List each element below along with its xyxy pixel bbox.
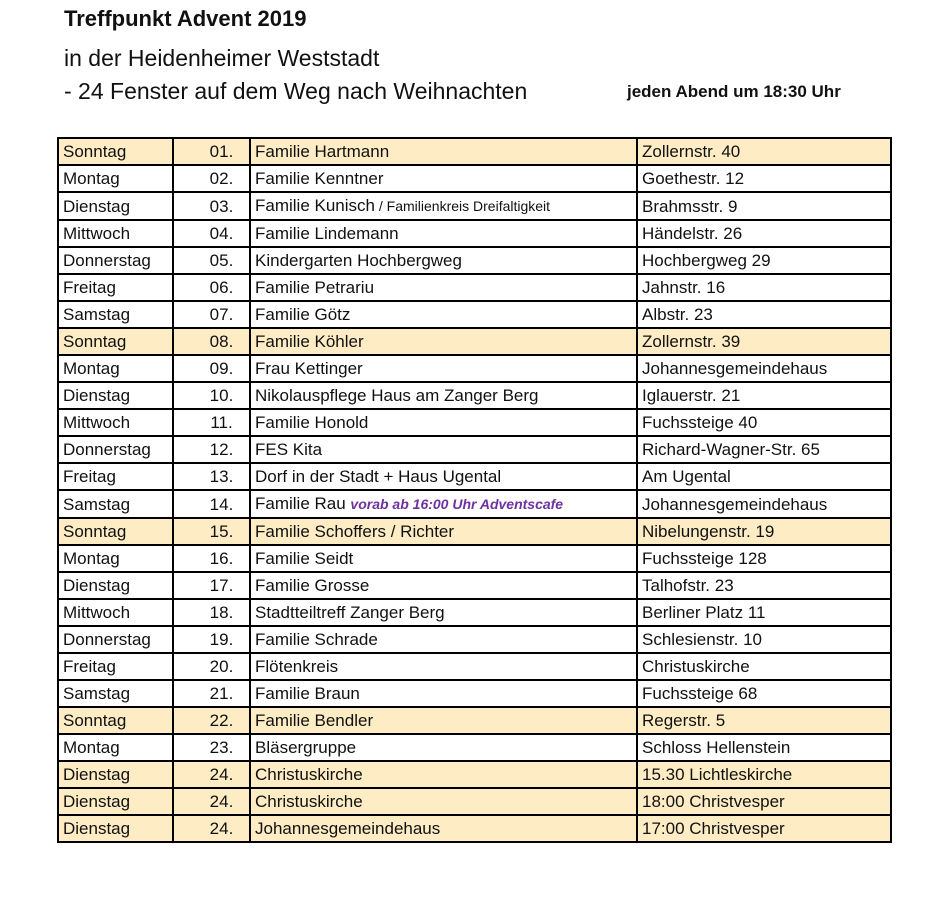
host-cell xyxy=(250,653,637,680)
host-cell xyxy=(250,165,637,192)
host-name: Familie Lindemann xyxy=(255,224,399,243)
host-name: Bläsergruppe xyxy=(255,738,357,757)
table-row xyxy=(58,301,891,328)
location-cell: Brahmsstr. 9 xyxy=(637,192,891,220)
day-cell: Montag xyxy=(58,165,173,192)
table-row xyxy=(58,518,891,545)
date-cell: 11. xyxy=(173,409,250,436)
date-cell: 18. xyxy=(173,599,250,626)
host-name: Familie Honold xyxy=(255,413,369,432)
location-cell: Richard-Wagner-Str. 65 xyxy=(637,436,891,463)
day-cell: Dienstag xyxy=(58,572,173,599)
table-row xyxy=(58,707,891,734)
table-row xyxy=(58,653,891,680)
day-cell: Dienstag xyxy=(58,815,173,842)
host-cell xyxy=(250,301,637,328)
day-cell: Sonntag xyxy=(58,328,173,355)
host-name: Dorf in der Stadt + Haus Ugental xyxy=(255,467,502,486)
date-cell: 06. xyxy=(173,274,250,301)
date-cell: 07. xyxy=(173,301,250,328)
table-row xyxy=(58,138,891,165)
location-cell: Schlesienstr. 10 xyxy=(637,626,891,653)
day-cell: Mittwoch xyxy=(58,220,173,247)
host-cell xyxy=(250,572,637,599)
table-row xyxy=(58,274,891,301)
host-name: Flötenkreis xyxy=(255,657,339,676)
host-cell xyxy=(250,382,637,409)
host-cell xyxy=(250,220,637,247)
table-row xyxy=(58,247,891,274)
host-name: Familie Götz xyxy=(255,305,351,324)
date-cell: 05. xyxy=(173,247,250,274)
day-cell: Freitag xyxy=(58,463,173,490)
host-cell xyxy=(250,761,637,788)
location-cell: Fuchssteige 40 xyxy=(637,409,891,436)
table-row xyxy=(58,761,891,788)
table-row xyxy=(58,572,891,599)
date-cell: 01. xyxy=(173,138,250,165)
day-cell: Mittwoch xyxy=(58,409,173,436)
table-row xyxy=(58,545,891,572)
day-cell: Donnerstag xyxy=(58,247,173,274)
host-name: Familie Schrade xyxy=(255,630,378,649)
host-name: Familie Seidt xyxy=(255,549,354,568)
table-row xyxy=(58,815,891,842)
table-row xyxy=(58,409,891,436)
location-cell: Iglauerstr. 21 xyxy=(637,382,891,409)
day-cell: Montag xyxy=(58,545,173,572)
subtitle-line-2: - 24 Fenster auf dem Weg nach Weihnachten xyxy=(64,78,528,104)
location-cell: Johannesgemeindehaus xyxy=(637,355,891,382)
table-row xyxy=(58,436,891,463)
date-cell: 02. xyxy=(173,165,250,192)
host-cell xyxy=(250,463,637,490)
host-name: Familie Kunisch xyxy=(255,196,375,215)
host-cell xyxy=(250,707,637,734)
host-cell xyxy=(250,192,637,220)
location-cell: 18:00 Christvesper xyxy=(637,788,891,815)
day-cell: Mittwoch xyxy=(58,599,173,626)
host-name: Frau Kettinger xyxy=(255,359,363,378)
host-name: Johannesgemeindehaus xyxy=(255,819,441,838)
host-cell xyxy=(250,490,637,518)
location-cell: Schloss Hellenstein xyxy=(637,734,891,761)
location-cell: Fuchssteige 68 xyxy=(637,680,891,707)
day-cell: Samstag xyxy=(58,680,173,707)
location-cell: Regerstr. 5 xyxy=(637,707,891,734)
host-name: Familie Kenntner xyxy=(255,169,384,188)
host-name: Familie Hartmann xyxy=(255,142,390,161)
table-row xyxy=(58,220,891,247)
location-cell: Talhofstr. 23 xyxy=(637,572,891,599)
day-cell: Freitag xyxy=(58,653,173,680)
table-row xyxy=(58,490,891,518)
schedule-table xyxy=(57,137,892,843)
host-cell xyxy=(250,247,637,274)
table-row xyxy=(58,734,891,761)
day-cell: Montag xyxy=(58,734,173,761)
location-cell: Berliner Platz 11 xyxy=(637,599,891,626)
host-name: Christuskirche xyxy=(255,765,363,784)
table-row xyxy=(58,328,891,355)
date-cell: 22. xyxy=(173,707,250,734)
date-cell: 24. xyxy=(173,761,250,788)
location-cell: Am Ugental xyxy=(637,463,891,490)
date-cell: 03. xyxy=(173,192,250,220)
date-cell: 13. xyxy=(173,463,250,490)
host-cell xyxy=(250,680,637,707)
host-cell xyxy=(250,545,637,572)
host-name: Familie Braun xyxy=(255,684,360,703)
day-cell: Freitag xyxy=(58,274,173,301)
host-cell xyxy=(250,599,637,626)
host-cell xyxy=(250,274,637,301)
date-cell: 09. xyxy=(173,355,250,382)
location-cell: Zollernstr. 39 xyxy=(637,328,891,355)
location-cell: Christuskirche xyxy=(637,653,891,680)
host-name: Kindergarten Hochbergweg xyxy=(255,251,462,270)
host-extra: / Familienkreis Dreifaltigkeit xyxy=(375,198,551,214)
schedule-body xyxy=(58,138,891,842)
date-cell: 17. xyxy=(173,572,250,599)
location-cell: Johannesgemeindehaus xyxy=(637,490,891,518)
day-cell: Dienstag xyxy=(58,192,173,220)
location-cell: Fuchssteige 128 xyxy=(637,545,891,572)
location-cell: 15.30 Lichtleskirche xyxy=(637,761,891,788)
location-cell: Händelstr. 26 xyxy=(637,220,891,247)
subtitle-line-1: in der Heidenheimer Weststadt xyxy=(64,45,380,71)
date-cell: 23. xyxy=(173,734,250,761)
table-row xyxy=(58,463,891,490)
day-cell: Dienstag xyxy=(58,382,173,409)
location-cell: Nibelungenstr. 19 xyxy=(637,518,891,545)
host-cell xyxy=(250,138,637,165)
host-cell xyxy=(250,328,637,355)
date-cell: 21. xyxy=(173,680,250,707)
host-name: Familie Schoffers / Richter xyxy=(255,522,455,541)
table-row xyxy=(58,680,891,707)
host-name: FES Kita xyxy=(255,440,323,459)
table-row xyxy=(58,626,891,653)
location-cell: 17:00 Christvesper xyxy=(637,815,891,842)
table-row xyxy=(58,788,891,815)
host-name: Nikolauspflege Haus am Zanger Berg xyxy=(255,386,539,405)
day-cell: Samstag xyxy=(58,301,173,328)
date-cell: 19. xyxy=(173,626,250,653)
host-name: Stadtteiltreff Zanger Berg xyxy=(255,603,445,622)
host-name: Familie Köhler xyxy=(255,332,364,351)
table-row xyxy=(58,382,891,409)
host-cell xyxy=(250,788,637,815)
host-cell xyxy=(250,518,637,545)
day-cell: Sonntag xyxy=(58,138,173,165)
date-cell: 10. xyxy=(173,382,250,409)
day-cell: Dienstag xyxy=(58,761,173,788)
host-cell xyxy=(250,355,637,382)
host-name: Familie Grosse xyxy=(255,576,370,595)
date-cell: 16. xyxy=(173,545,250,572)
date-cell: 24. xyxy=(173,815,250,842)
table-row xyxy=(58,165,891,192)
date-cell: 24. xyxy=(173,788,250,815)
table-row xyxy=(58,355,891,382)
location-cell: Zollernstr. 40 xyxy=(637,138,891,165)
date-cell: 08. xyxy=(173,328,250,355)
host-name: Familie Rau xyxy=(255,494,351,513)
date-cell: 20. xyxy=(173,653,250,680)
time-note: jeden Abend um 18:30 Uhr xyxy=(627,82,841,101)
host-name: Familie Bendler xyxy=(255,711,374,730)
location-cell: Goethestr. 12 xyxy=(637,165,891,192)
host-name: Christuskirche xyxy=(255,792,363,811)
table-row xyxy=(58,192,891,220)
host-note: vorab ab 16:00 Uhr Adventscafe xyxy=(350,496,564,512)
date-cell: 12. xyxy=(173,436,250,463)
day-cell: Donnerstag xyxy=(58,626,173,653)
day-cell: Sonntag xyxy=(58,707,173,734)
date-cell: 04. xyxy=(173,220,250,247)
location-cell: Hochbergweg 29 xyxy=(637,247,891,274)
day-cell: Sonntag xyxy=(58,518,173,545)
host-cell xyxy=(250,409,637,436)
location-cell: Jahnstr. 16 xyxy=(637,274,891,301)
date-cell: 14. xyxy=(173,490,250,518)
host-name: Familie Petrariu xyxy=(255,278,375,297)
day-cell: Samstag xyxy=(58,490,173,518)
table-row xyxy=(58,599,891,626)
day-cell: Montag xyxy=(58,355,173,382)
host-cell xyxy=(250,626,637,653)
document-title: Treffpunkt Advent 2019 xyxy=(64,6,307,31)
host-cell xyxy=(250,436,637,463)
day-cell: Dienstag xyxy=(58,788,173,815)
date-cell: 15. xyxy=(173,518,250,545)
location-cell: Albstr. 23 xyxy=(637,301,891,328)
day-cell: Donnerstag xyxy=(58,436,173,463)
host-cell xyxy=(250,815,637,842)
host-cell xyxy=(250,734,637,761)
